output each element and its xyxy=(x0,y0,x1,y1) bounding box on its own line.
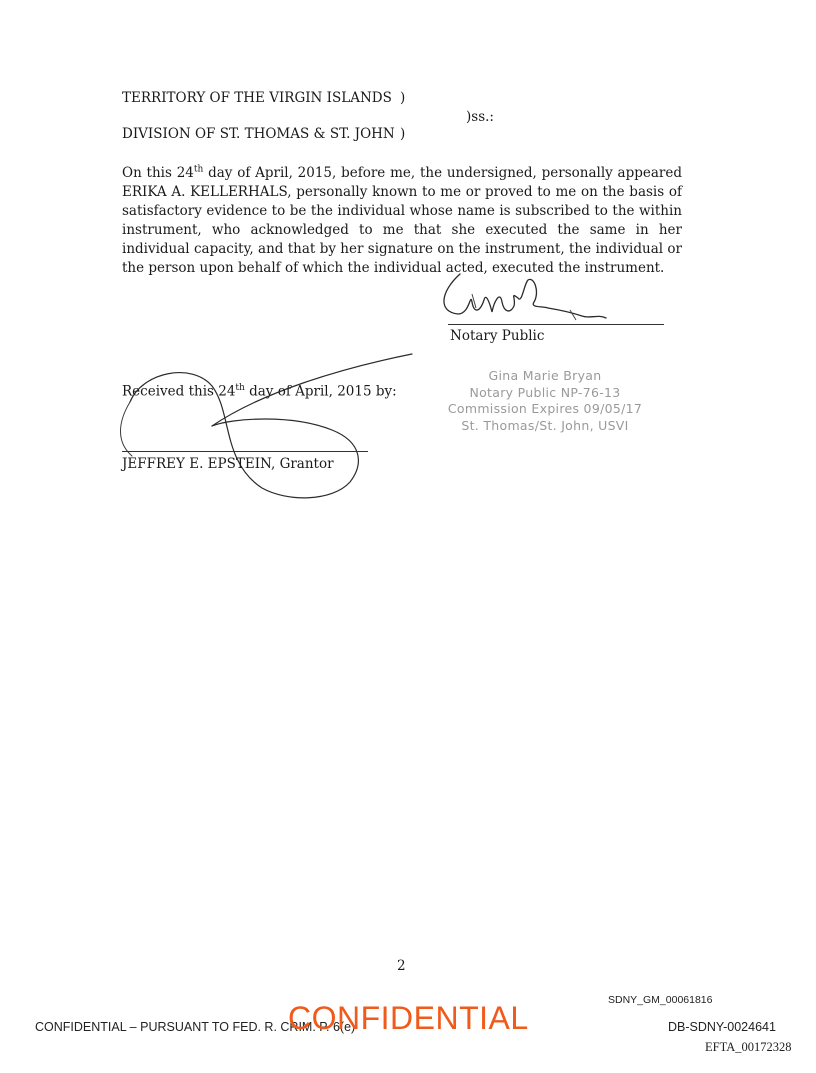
notary-stamp xyxy=(440,368,650,434)
venue-division: DIVISION OF ST. THOMAS & ST. JOHN xyxy=(122,126,395,142)
grantor-name: JEFFREY E. EPSTEIN, Grantor xyxy=(122,456,334,472)
received-start: Received this 24 xyxy=(122,383,236,400)
acknowledgment-paragraph xyxy=(122,164,682,278)
stamp-expiry: Commission Expires 09/05/17 xyxy=(447,401,643,416)
paragraph-start: On this 24 xyxy=(122,165,194,181)
venue-division-paren: ) xyxy=(400,126,406,142)
stamp-number: Notary Public NP-76-13 xyxy=(469,384,621,400)
paragraph-ordinal: th xyxy=(193,164,204,175)
efta-number: EFTA_00172328 xyxy=(705,1040,792,1054)
stamp-name: Gina Marie Bryan xyxy=(488,368,602,383)
confidential-mark: CONFIDENTIAL xyxy=(288,1000,529,1036)
bates-right: DB-SDNY-0024641 xyxy=(668,1020,776,1034)
stamp-location: St. Thomas/St. John, USVI xyxy=(461,417,629,433)
received-ordinal: th xyxy=(235,383,245,393)
notary-signature-line xyxy=(448,324,664,325)
received-rest: day of April, 2015 by: xyxy=(244,383,397,400)
venue-ss: )ss.: xyxy=(466,109,494,125)
venue-territory-paren: ) xyxy=(400,90,406,106)
grantor-signature-line xyxy=(122,451,368,452)
notary-public-label: Notary Public xyxy=(450,328,545,344)
notary-signature xyxy=(430,262,630,332)
grantor-signature xyxy=(112,352,422,512)
bates-top: SDNY_GM_00061816 xyxy=(608,994,713,1006)
page-number: 2 xyxy=(397,958,406,974)
venue-territory: TERRITORY OF THE VIRGIN ISLANDS xyxy=(122,90,392,106)
paragraph-rest: day of April, 2015, before me, the undersigned, personally appeared ERIKA A. KELLERHALS, personally known to me or proved to me on the basis of satisfactory evidence to be the individual whose name is subscribed to the within instrument, who acknowledged to me that she executed the same in her individual capacity, and that by her signature on the instrument, the individual or the person upon behalf of which the individual acted, executed the instrument. xyxy=(122,165,682,276)
confidential-legend: CONFIDENTIAL – PURSUANT TO FED. R. CRIM. P. 6(e) xyxy=(35,1020,356,1034)
